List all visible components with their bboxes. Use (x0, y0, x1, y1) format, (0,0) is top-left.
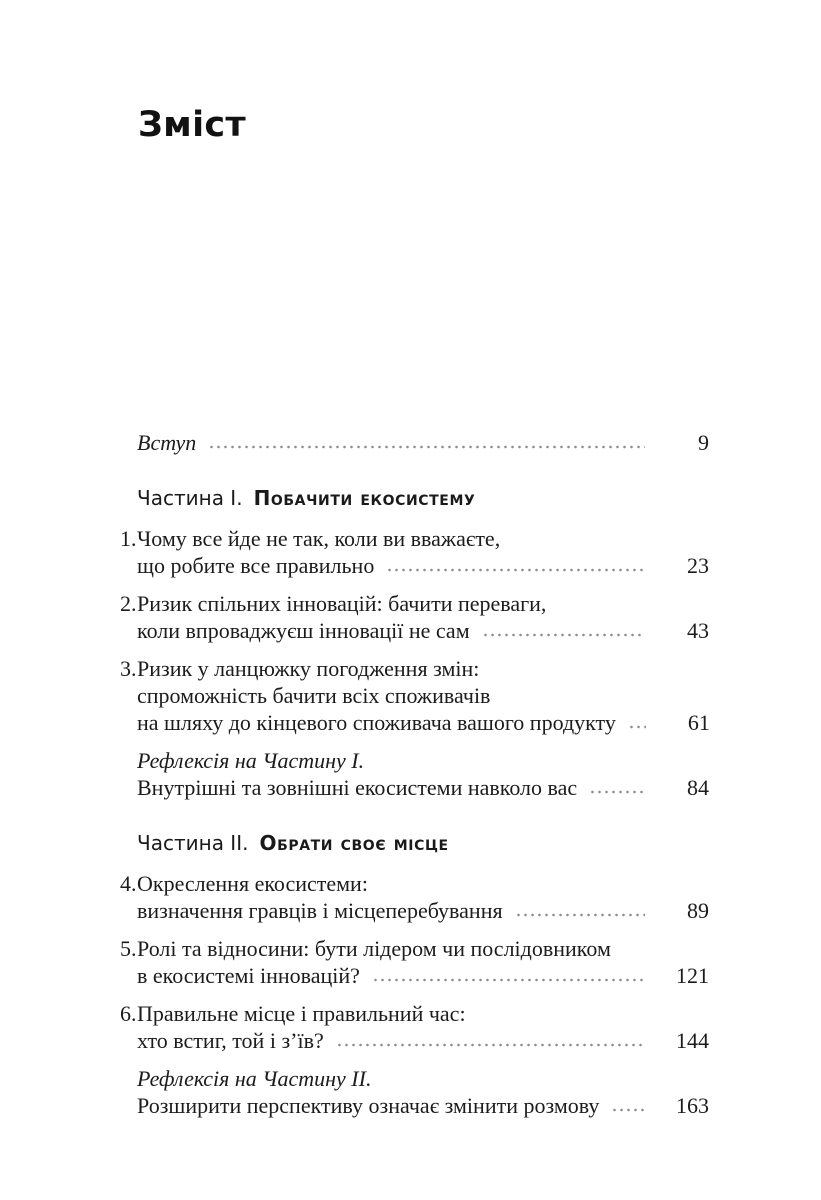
chapter-number: 1. (120, 526, 137, 551)
dot-leader (628, 725, 646, 729)
entry-line: на шляху до кінцевого споживача вашого продукту (137, 710, 616, 735)
entry-line: Внутрішні та зовнішні екосистеми навколо вас (137, 775, 578, 800)
entry-line: Ризик у ланцюжку погодження змін: (137, 656, 480, 681)
toc-entry-chapter-4 (120, 870, 709, 924)
part-1-heading (120, 485, 709, 512)
toc-entry-intro (120, 429, 709, 456)
dot-leader (515, 913, 645, 917)
toc-entry-chapter-5 (120, 935, 709, 989)
part-title: Побачити екосистему (253, 486, 476, 510)
entry-lead-in: Рефлексія на Частину I. (137, 748, 365, 773)
page-number: 23 (687, 553, 709, 578)
entry-line: хто встиг, той і з’їв? (137, 1028, 324, 1053)
toc-entry-chapter-2 (120, 590, 709, 644)
toc-entry-reflection-1 (120, 747, 709, 801)
chapter-number: 6. (120, 1001, 137, 1026)
dot-leader (372, 978, 645, 982)
entry-line: спроможність бачити всіх споживачів (137, 683, 491, 708)
page-title: Зміст (138, 105, 247, 145)
entry-line: Ризик спільних інновацій: бачити переваги, (137, 591, 547, 616)
chapter-number: 5. (120, 936, 137, 961)
part-label: Частина I. (137, 486, 243, 510)
dot-leader (482, 633, 645, 637)
page-number: 61 (687, 710, 710, 735)
entry-line: коли впроваджуєш інновації не сам (137, 618, 470, 643)
entry-line: Чому все йде не так, коли ви вважаєте, (137, 526, 501, 551)
entry-line: Правильне місце і правильний час: (137, 1001, 466, 1026)
chapter-number: 4. (120, 871, 137, 896)
entry-title: Вступ (137, 430, 197, 455)
entry-lead-in: Рефлексія на Частину II. (137, 1066, 372, 1091)
table-of-contents (120, 429, 709, 1130)
entry-line: в екосистемі інновацій? (137, 963, 360, 988)
toc-entry-chapter-3 (120, 655, 709, 736)
page-number: 144 (676, 1028, 709, 1053)
toc-entry-chapter-6 (120, 1000, 709, 1054)
page-number: 121 (676, 963, 709, 988)
dot-leader (589, 790, 645, 794)
entry-line: Розширити перспективу означає змінити розмову (137, 1093, 600, 1118)
dot-leader (336, 1043, 645, 1047)
toc-entry-chapter-1 (120, 525, 709, 579)
page-number: 84 (687, 775, 709, 800)
entry-line: Окреслення екосистеми: (137, 871, 368, 896)
page-number: 163 (676, 1093, 709, 1118)
part-label: Частина II. (137, 831, 249, 855)
entry-line: визначення гравців і місцеперебування (137, 898, 503, 923)
toc-entry-reflection-2 (120, 1065, 709, 1119)
page-number: 9 (698, 430, 709, 455)
dot-leader (386, 568, 645, 572)
entry-line: Ролі та відносини: бути лідером чи послідовником (137, 936, 611, 961)
part-title: Обрати своє місце (259, 831, 449, 855)
dot-leader (611, 1108, 645, 1112)
chapter-number: 3. (120, 656, 137, 681)
page-number: 89 (687, 898, 709, 923)
dot-leader (208, 445, 645, 449)
chapter-number: 2. (120, 591, 137, 616)
page-number: 43 (687, 618, 709, 643)
entry-line: що робите все правильно (137, 553, 375, 578)
part-2-heading (120, 830, 709, 857)
